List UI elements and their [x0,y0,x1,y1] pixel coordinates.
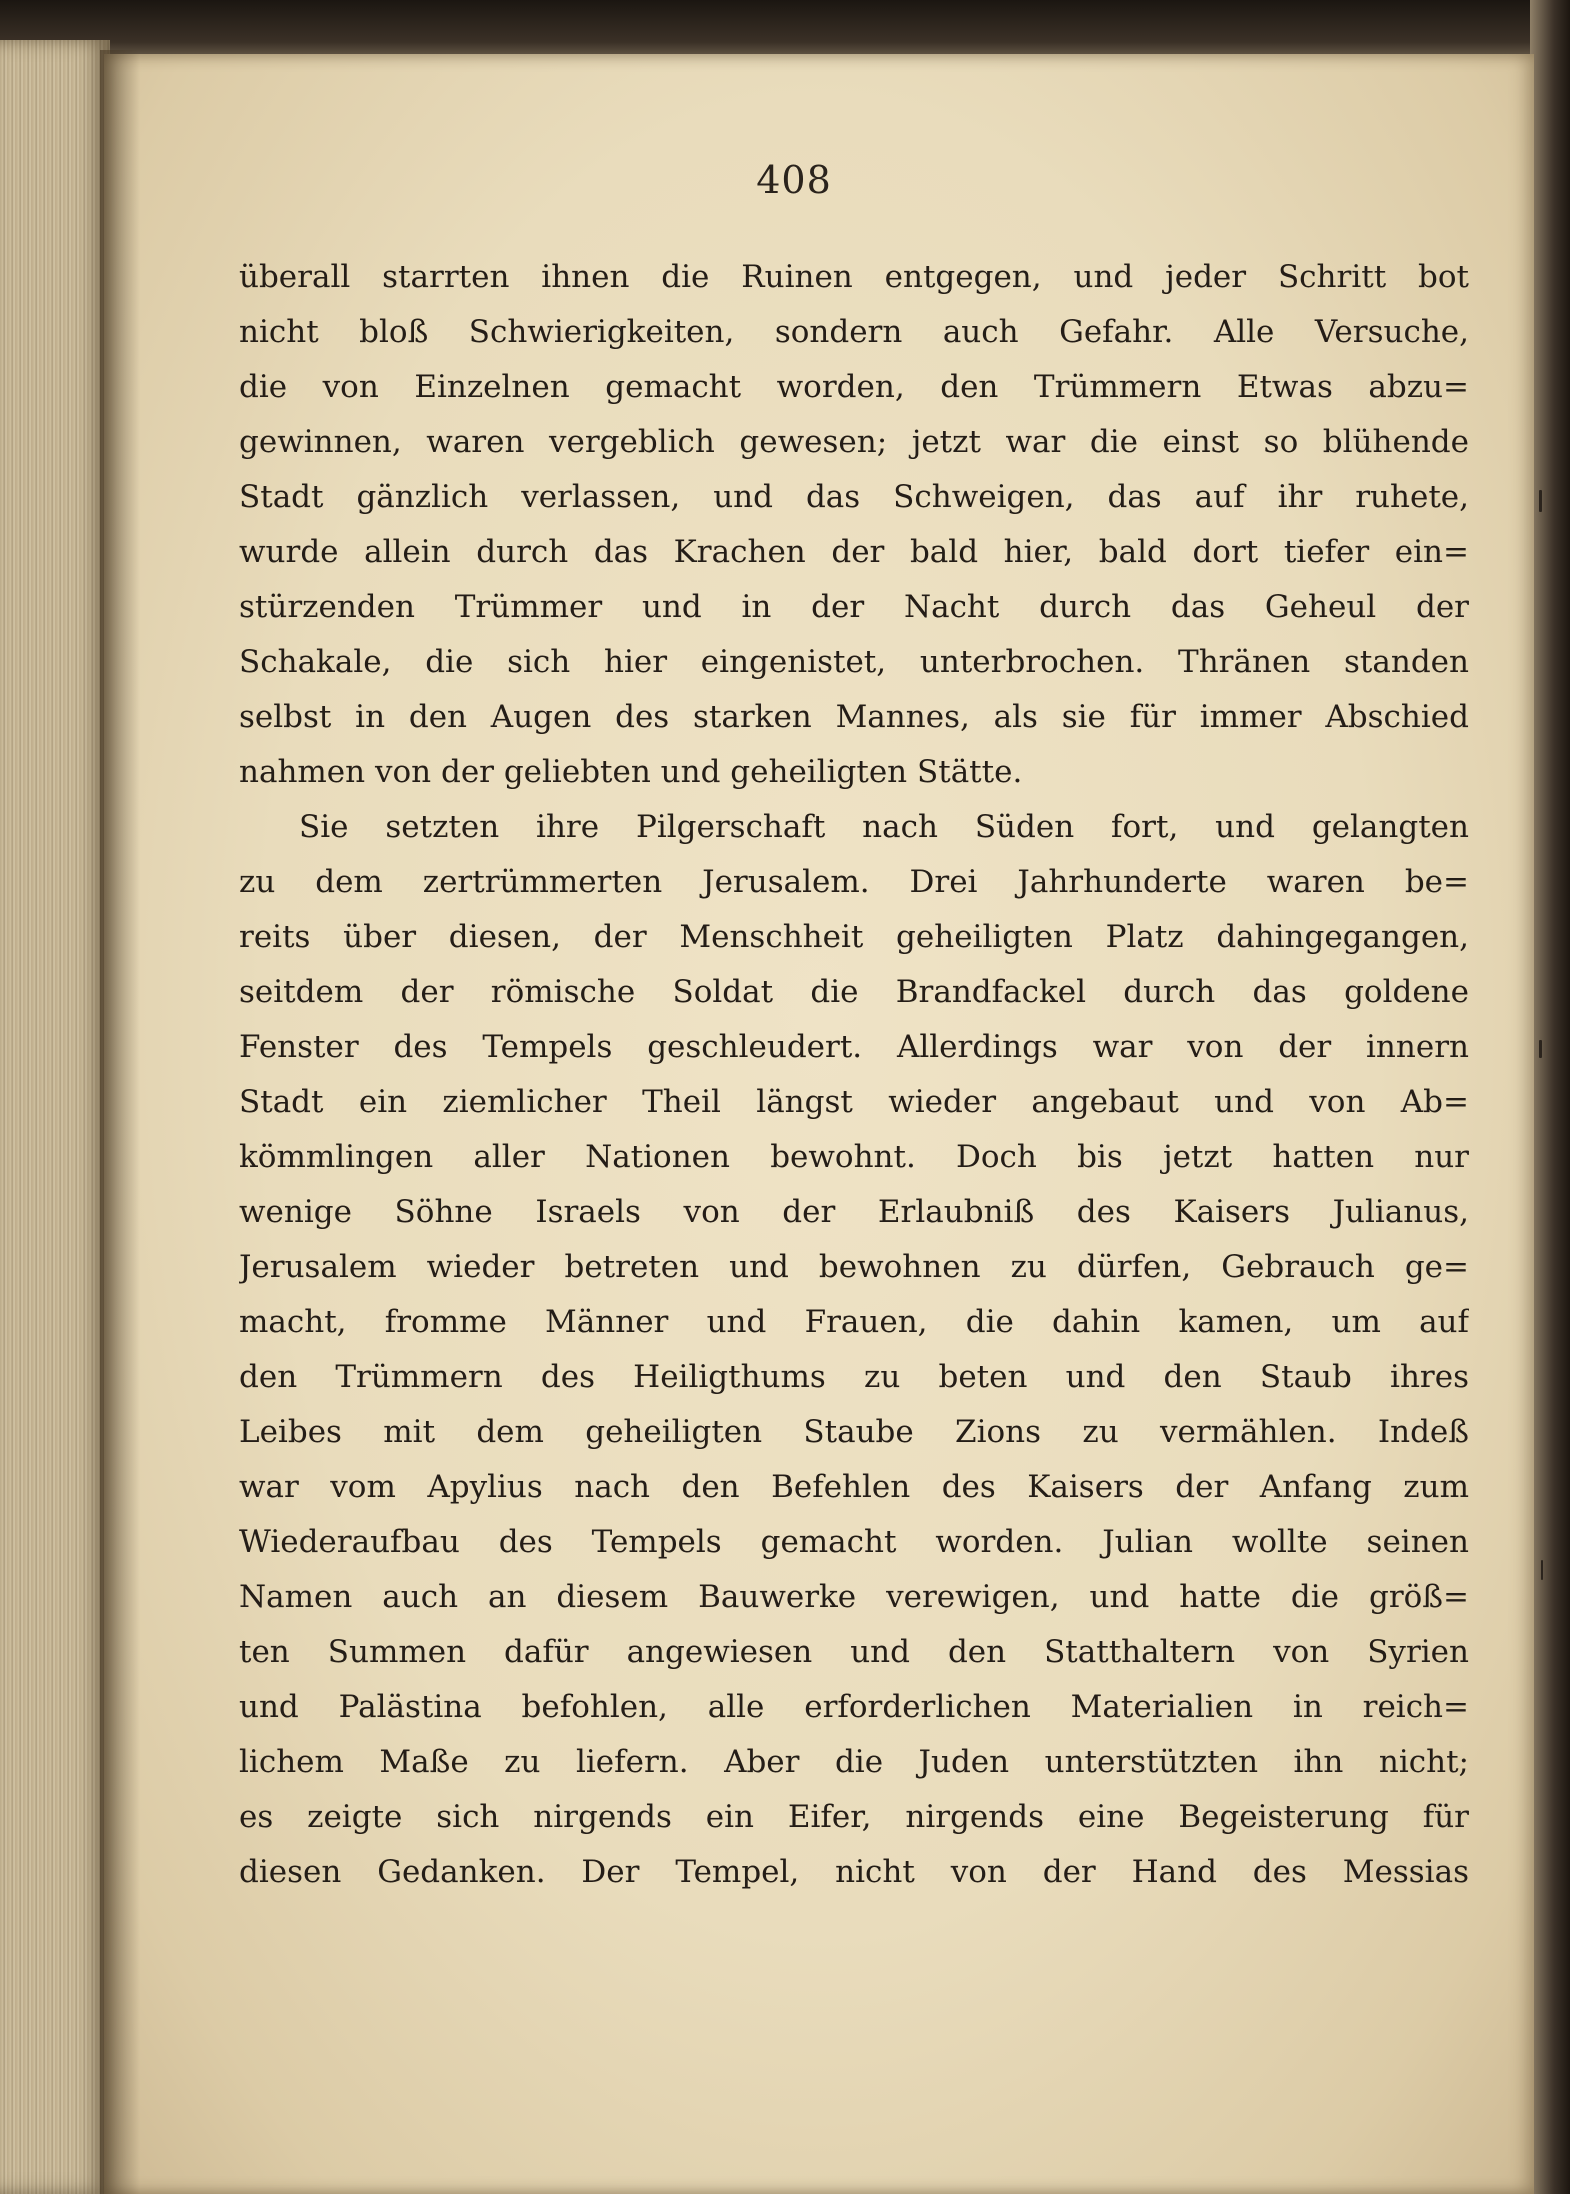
text-line: war vom Apylius nach den Befehlen des Kaisers der Anfang zum [239,1469,1469,1505]
text-line: den Trümmern des Heiligthums zu beten und den Staub ihres [239,1359,1469,1395]
text-line: Jerusalem wieder betreten und bewohnen zu dürfen, Gebrauch ge= [239,1249,1469,1285]
margin-mark [1539,490,1542,512]
text-line: nahmen von der geliebten und geheiligten Stätte. [239,754,1023,790]
gutter-shadow [100,50,140,2194]
text-line: gewinnen, waren vergeblich gewesen; jetzt war die einst so blühende [239,424,1469,460]
right-binding-edge [1530,0,1570,2194]
margin-mark [1539,1040,1542,1058]
page-sheet [104,54,1534,2194]
text-line: Schakale, die sich hier eingenistet, unterbrochen. Thränen standen [239,644,1469,680]
book-top-edge [0,0,1570,60]
text-line: es zeigte sich nirgends ein Eifer, nirgends eine Begeisterung für [239,1799,1469,1835]
text-line: stürzenden Trümmer und in der Nacht durch das Geheul der [239,589,1469,625]
left-page-edges [0,40,110,2194]
text-line: Wiederaufbau des Tempels gemacht worden. Julian wollte seinen [239,1524,1469,1560]
text-line: seitdem der römische Soldat die Brandfackel durch das goldene [239,974,1469,1010]
text-line: Fenster des Tempels geschleudert. Allerdings war von der innern [239,1029,1469,1065]
text-line: Leibes mit dem geheiligten Staube Zions zu vermählen. Indeß [239,1414,1469,1450]
page-number: 408 [756,158,832,202]
text-line: wurde allein durch das Krachen der bald hier, bald dort tiefer ein= [239,534,1469,570]
text-line: Stadt ein ziemlicher Theil längst wieder angebaut und von Ab= [239,1084,1469,1120]
text-line: reits über diesen, der Menschheit geheiligten Platz dahingegangen, [239,919,1469,955]
text-line: ten Summen dafür angewiesen und den Statthaltern von Syrien [239,1634,1469,1670]
text-line: nicht bloß Schwierigkeiten, sondern auch Gefahr. Alle Versuche, [239,314,1469,350]
text-line: lichem Maße zu liefern. Aber die Juden unterstützten ihn nicht; [239,1744,1469,1780]
body-text [239,250,1469,1900]
text-line: Sie setzten ihre Pilgerschaft nach Süden fort, und gelangten [299,809,1469,845]
text-line: diesen Gedanken. Der Tempel, nicht von der Hand des Messias [239,1854,1469,1890]
text-line: Namen auch an diesem Bauwerke verewigen, und hatte die größ= [239,1579,1469,1615]
paragraph [239,250,1469,800]
text-line: Stadt gänzlich verlassen, und das Schweigen, das auf ihr ruhete, [239,479,1469,515]
text-line: selbst in den Augen des starken Mannes, als sie für immer Abschied [239,699,1469,735]
text-line: und Palästina befohlen, alle erforderlichen Materialien in reich= [239,1689,1469,1725]
text-line: die von Einzelnen gemacht worden, den Trümmern Etwas abzu= [239,369,1469,405]
text-line: überall starrten ihnen die Ruinen entgegen, und jeder Schritt bot [239,259,1469,295]
margin-mark [1541,1560,1543,1580]
text-line: wenige Söhne Israels von der Erlaubniß des Kaisers Julianus, [239,1194,1469,1230]
text-line: macht, fromme Männer und Frauen, die dahin kamen, um auf [239,1304,1469,1340]
text-line: kömmlingen aller Nationen bewohnt. Doch bis jetzt hatten nur [239,1139,1469,1175]
text-line: zu dem zertrümmerten Jerusalem. Drei Jahrhunderte waren be= [239,864,1469,900]
paragraph [239,800,1469,1900]
